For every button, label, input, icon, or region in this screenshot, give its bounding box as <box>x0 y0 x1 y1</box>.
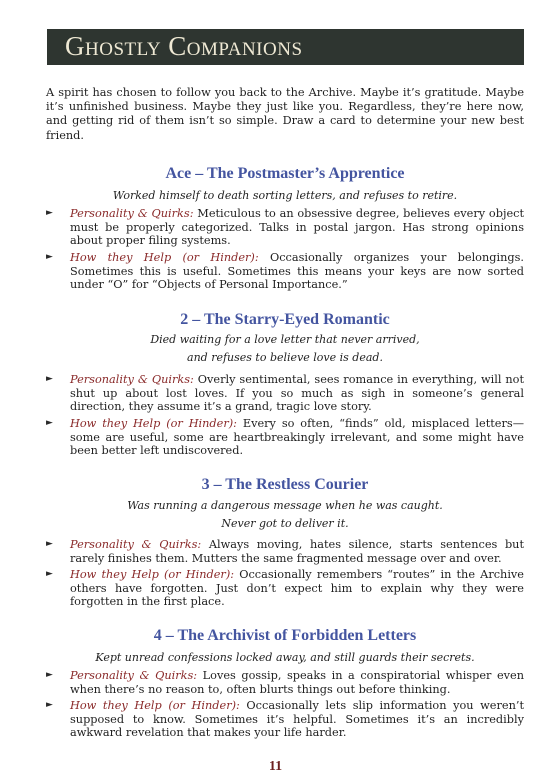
subtitle-line: Kept unread confessions locked away, and still guards their secrets. <box>95 651 475 664</box>
help-label: How they Help (or Hinder): <box>70 417 237 430</box>
subtitle-line: Was running a dangerous message when he was caught. <box>127 499 443 512</box>
help-bullet <box>46 699 524 740</box>
companion-title-3: 3 – The Restless Courier <box>201 476 369 493</box>
personality-text: Meticulous to an obsessive degree, believes every object must be properly categorized. Talks in postal jargon. Has strong opinions about proper filing systems. <box>70 207 524 248</box>
help-text: Every so often, “finds” old, misplaced letters—some are useful, some are heartbreakingly irrelevant, and some might have been better left undiscovered. <box>70 417 524 458</box>
help-text: Occasionally organizes your belongings. Sometimes this is useful. Sometimes this means your keys are now sorted under “O” for “Objects of Personal Importance.” <box>70 251 524 292</box>
personality-label: Personality & Quirks: <box>70 669 198 682</box>
bullet-arrow-icon: ► <box>46 374 53 384</box>
bullet-arrow-icon: ► <box>46 700 53 710</box>
bullet-arrow-icon: ► <box>46 252 53 262</box>
help-bullet <box>46 251 524 292</box>
companion-title-ace: Ace – The Postmaster’s Apprentice <box>165 165 405 182</box>
help-label: How they Help (or Hinder): <box>70 568 235 581</box>
companion-subtitle-ace <box>46 187 524 205</box>
personality-label: Personality & Quirks: <box>70 207 194 220</box>
companion-subtitle-2 <box>46 331 524 367</box>
personality-label: Personality & Quirks: <box>70 538 202 551</box>
companion-subtitle-3 <box>46 497 524 533</box>
help-text: Occasionally remembers “routes” in the Archive others have forgotten. Just don’t expect him to explain why they were forgotten in the first place. <box>70 568 524 609</box>
help-label: How they Help (or Hinder): <box>70 699 240 712</box>
help-bullet <box>46 568 524 609</box>
bullet-arrow-icon: ► <box>46 539 53 549</box>
personality-label: Personality & Quirks: <box>70 373 194 386</box>
personality-text: Loves gossip, speaks in a conspiratorial whisper even when there’s no reason to, often blurts things out before thinking. <box>70 669 524 696</box>
companion-title-4: 4 – The Archivist of Forbidden Letters <box>153 627 417 644</box>
subtitle-line: Never got to deliver it. <box>221 517 349 530</box>
subtitle-line: and refuses to believe love is dead. <box>187 351 383 364</box>
bullet-arrow-icon: ► <box>46 418 53 428</box>
subtitle-line: Died waiting for a love letter that never arrived, <box>150 333 420 346</box>
personality-bullet <box>46 207 524 248</box>
companion-title-2: 2 – The Starry-Eyed Romantic <box>180 311 390 328</box>
page-title: Ghostly Companions <box>65 31 303 61</box>
personality-bullet <box>46 373 524 414</box>
personality-text: Always moving, hates silence, starts sentences but rarely finishes them. Mutters the same fragmented message over and over. <box>70 538 524 565</box>
page-banner <box>47 29 524 65</box>
page-number: 11 <box>268 759 283 774</box>
help-text: Occasionally lets slip information you weren’t supposed to know. Sometimes it’s helpful. Sometimes it’s an incredibly awkward revelation that makes your life harder. <box>70 699 524 740</box>
companion-subtitle-4 <box>46 649 524 667</box>
personality-bullet <box>46 669 524 696</box>
personality-bullet <box>46 538 524 565</box>
bullet-arrow-icon: ► <box>46 569 53 579</box>
bullet-arrow-icon: ► <box>46 208 53 218</box>
help-label: How they Help (or Hinder): <box>70 251 259 264</box>
help-bullet <box>46 417 524 458</box>
intro-paragraph: A spirit has chosen to follow you back to the Archive. Maybe it’s gratitude. Maybe it’s unfinished business. Maybe they just like you. Regardless, they’re here now, and getting rid of them isn’t so simple. Draw a card to determine your new best friend. <box>46 86 524 142</box>
subtitle-line: Worked himself to death sorting letters, and refuses to retire. <box>112 189 458 202</box>
bullet-arrow-icon: ► <box>46 670 53 680</box>
personality-text: Overly sentimental, sees romance in everything, will not shut up about lost loves. If you so much as sigh in someone’s general direction, they assume it’s a grand, tragic love story. <box>70 373 525 414</box>
